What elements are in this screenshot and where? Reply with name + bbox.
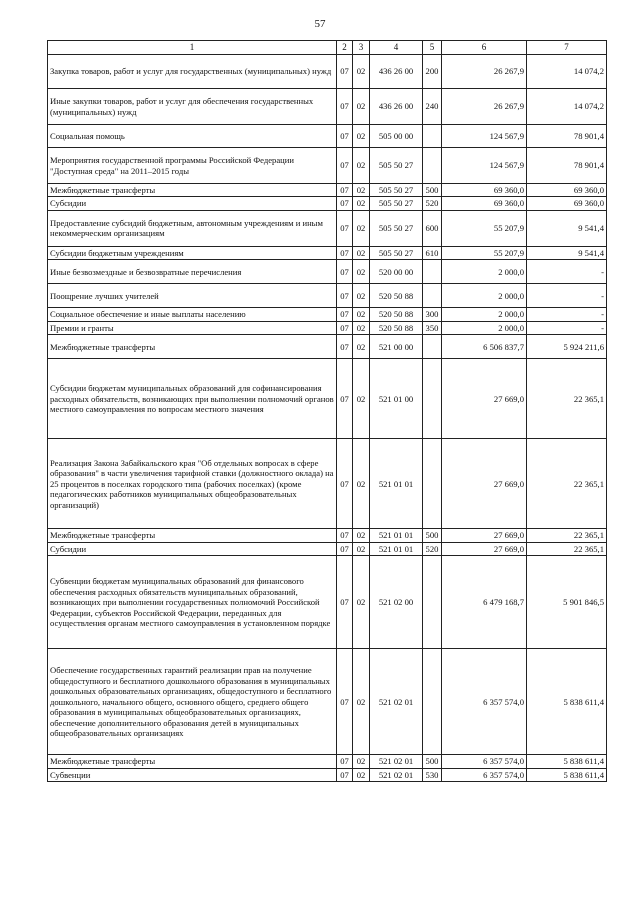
column-header: 1 — [48, 41, 337, 55]
row-amount-year1: 55 207,9 — [442, 210, 527, 246]
row-section: 07 — [337, 755, 353, 768]
row-expense-type: 200 — [423, 55, 442, 89]
row-section: 07 — [337, 335, 353, 359]
column-header: 3 — [353, 41, 370, 55]
row-target-article: 505 00 00 — [370, 125, 423, 148]
column-header: 5 — [423, 41, 442, 55]
table-row — [48, 321, 607, 334]
row-section: 07 — [337, 284, 353, 308]
row-amount-year1: 55 207,9 — [442, 246, 527, 259]
row-amount-year2: 78 901,4 — [527, 148, 607, 184]
row-amount-year1: 6 479 168,7 — [442, 556, 527, 649]
row-amount-year2: 22 365,1 — [527, 542, 607, 555]
table-row — [48, 308, 607, 321]
row-name: Закупка товаров, работ и услуг для государственных (муниципальных) нужд — [48, 55, 337, 89]
row-target-article: 521 02 01 — [370, 768, 423, 781]
row-expense-type: 530 — [423, 768, 442, 781]
row-section: 07 — [337, 184, 353, 197]
row-section: 07 — [337, 246, 353, 259]
row-amount-year1: 6 506 837,7 — [442, 335, 527, 359]
row-expense-type — [423, 335, 442, 359]
row-amount-year2: - — [527, 308, 607, 321]
table-header-row — [48, 41, 607, 55]
row-target-article: 520 50 88 — [370, 308, 423, 321]
table-row — [48, 184, 607, 197]
row-name: Предоставление субсидий бюджетным, автономным учреждениям и иным некоммерческим организациям — [48, 210, 337, 246]
row-expense-type: 240 — [423, 89, 442, 125]
row-subsection: 02 — [353, 649, 370, 755]
row-section: 07 — [337, 89, 353, 125]
table-row — [48, 197, 607, 210]
row-amount-year1: 124 567,9 — [442, 148, 527, 184]
row-name: Социальная помощь — [48, 125, 337, 148]
row-amount-year2: - — [527, 321, 607, 334]
row-section: 07 — [337, 649, 353, 755]
row-amount-year1: 27 669,0 — [442, 542, 527, 555]
row-target-article: 505 50 27 — [370, 210, 423, 246]
row-amount-year1: 69 360,0 — [442, 184, 527, 197]
row-name: Межбюджетные трансферты — [48, 529, 337, 542]
row-amount-year2: 5 924 211,6 — [527, 335, 607, 359]
row-subsection: 02 — [353, 529, 370, 542]
row-name: Субсидии бюджетным учреждениям — [48, 246, 337, 259]
row-expense-type: 600 — [423, 210, 442, 246]
row-section: 07 — [337, 308, 353, 321]
row-expense-type: 300 — [423, 308, 442, 321]
budget-table — [47, 40, 607, 782]
row-amount-year1: 2 000,0 — [442, 260, 527, 284]
row-amount-year1: 2 000,0 — [442, 284, 527, 308]
row-section: 07 — [337, 55, 353, 89]
row-amount-year2: 14 074,2 — [527, 89, 607, 125]
row-amount-year2: 5 838 611,4 — [527, 755, 607, 768]
row-section: 07 — [337, 125, 353, 148]
row-target-article: 520 50 88 — [370, 321, 423, 334]
row-expense-type — [423, 260, 442, 284]
row-amount-year2: - — [527, 260, 607, 284]
row-amount-year2: 5 838 611,4 — [527, 649, 607, 755]
row-name: Субсидии — [48, 542, 337, 555]
row-subsection: 02 — [353, 125, 370, 148]
row-name: Межбюджетные трансферты — [48, 335, 337, 359]
row-target-article: 521 01 01 — [370, 439, 423, 529]
table-row — [48, 246, 607, 259]
row-amount-year2: 22 365,1 — [527, 529, 607, 542]
row-name: Иные безвозмездные и безвозвратные перечисления — [48, 260, 337, 284]
row-target-article: 505 50 27 — [370, 148, 423, 184]
table-row — [48, 148, 607, 184]
row-section: 07 — [337, 556, 353, 649]
row-expense-type: 500 — [423, 184, 442, 197]
row-amount-year2: 14 074,2 — [527, 55, 607, 89]
row-expense-type: 500 — [423, 529, 442, 542]
row-section: 07 — [337, 359, 353, 439]
row-amount-year1: 26 267,9 — [442, 89, 527, 125]
row-expense-type: 520 — [423, 197, 442, 210]
row-expense-type — [423, 359, 442, 439]
row-subsection: 02 — [353, 308, 370, 321]
row-subsection: 02 — [353, 55, 370, 89]
row-section: 07 — [337, 321, 353, 334]
table-row — [48, 125, 607, 148]
row-amount-year1: 27 669,0 — [442, 439, 527, 529]
row-target-article: 521 00 00 — [370, 335, 423, 359]
row-amount-year1: 6 357 574,0 — [442, 649, 527, 755]
row-subsection: 02 — [353, 768, 370, 781]
row-amount-year2: 22 365,1 — [527, 439, 607, 529]
row-amount-year1: 69 360,0 — [442, 197, 527, 210]
row-expense-type — [423, 284, 442, 308]
row-section: 07 — [337, 260, 353, 284]
row-amount-year2: - — [527, 284, 607, 308]
row-section: 07 — [337, 768, 353, 781]
row-target-article: 505 50 27 — [370, 246, 423, 259]
row-subsection: 02 — [353, 148, 370, 184]
row-target-article: 521 01 00 — [370, 359, 423, 439]
row-amount-year2: 69 360,0 — [527, 197, 607, 210]
column-header: 4 — [370, 41, 423, 55]
column-header: 6 — [442, 41, 527, 55]
row-subsection: 02 — [353, 184, 370, 197]
row-subsection: 02 — [353, 321, 370, 334]
row-target-article: 436 26 00 — [370, 89, 423, 125]
table-row — [48, 542, 607, 555]
row-name: Обеспечение государственных гарантий реализации прав на получение общедоступного и бесплатного дошкольного образования в муниципальных дошкольных образовательных организациях, общедоступного и бесплатного дошкольного, начального общего, основного общего, среднего общего образования в муниципальных общеобразовательных организациях, обеспечение дополнительного образования детей в муниципальных общеобразовательных организациях — [48, 649, 337, 755]
row-subsection: 02 — [353, 246, 370, 259]
row-section: 07 — [337, 439, 353, 529]
row-section: 07 — [337, 197, 353, 210]
row-name: Субвенции бюджетам муниципальных образований для финансового обеспечения расходных обязательств муниципальных образований, возникающих при выполнении государственных полномочий Российской Федерации, субъектов Российской Федерации, переданных для осуществления органам местного самоуправления в установленном порядке — [48, 556, 337, 649]
row-amount-year2: 9 541,4 — [527, 210, 607, 246]
row-target-article: 521 01 01 — [370, 542, 423, 555]
row-amount-year2: 5 838 611,4 — [527, 768, 607, 781]
row-target-article: 436 26 00 — [370, 55, 423, 89]
row-target-article: 521 02 00 — [370, 556, 423, 649]
table-row — [48, 89, 607, 125]
table-row — [48, 768, 607, 781]
table-row — [48, 260, 607, 284]
row-name: Субсидии бюджетам муниципальных образований для софинансирования расходных обязательств, возникающих при выполнении полномочий органов местного самоуправления по вопросам местного значения — [48, 359, 337, 439]
row-target-article: 521 02 01 — [370, 649, 423, 755]
row-target-article: 521 02 01 — [370, 755, 423, 768]
table-row — [48, 649, 607, 755]
row-amount-year1: 2 000,0 — [442, 321, 527, 334]
row-expense-type — [423, 148, 442, 184]
row-subsection: 02 — [353, 439, 370, 529]
row-subsection: 02 — [353, 260, 370, 284]
row-target-article: 520 00 00 — [370, 260, 423, 284]
table-row — [48, 284, 607, 308]
row-amount-year2: 9 541,4 — [527, 246, 607, 259]
table-row — [48, 556, 607, 649]
row-subsection: 02 — [353, 210, 370, 246]
row-section: 07 — [337, 529, 353, 542]
row-name: Реализация Закона Забайкальского края "Об отдельных вопросах в сфере образования" в части увеличения тарифной ставки (должностного оклада) на 25 процентов в поселках городского типа (рабочих поселках) (кроме педагогических работников муниципальных общеобразовательных организаций) — [48, 439, 337, 529]
table-row — [48, 359, 607, 439]
row-amount-year1: 27 669,0 — [442, 529, 527, 542]
table-row — [48, 55, 607, 89]
row-amount-year2: 69 360,0 — [527, 184, 607, 197]
row-section: 07 — [337, 542, 353, 555]
row-amount-year2: 5 901 846,5 — [527, 556, 607, 649]
row-name: Субвенции — [48, 768, 337, 781]
row-amount-year1: 26 267,9 — [442, 55, 527, 89]
row-expense-type: 500 — [423, 755, 442, 768]
row-expense-type — [423, 125, 442, 148]
row-amount-year1: 6 357 574,0 — [442, 768, 527, 781]
row-amount-year1: 124 567,9 — [442, 125, 527, 148]
row-name: Премии и гранты — [48, 321, 337, 334]
table-row — [48, 755, 607, 768]
table-body — [48, 55, 607, 782]
row-name: Межбюджетные трансферты — [48, 184, 337, 197]
row-expense-type — [423, 439, 442, 529]
row-name: Иные закупки товаров, работ и услуг для обеспечения государственных (муниципальных) нужд — [48, 89, 337, 125]
row-amount-year1: 6 357 574,0 — [442, 755, 527, 768]
row-name: Мероприятия государственной программы Российской Федерации "Доступная среда" на 2011–2015 годы — [48, 148, 337, 184]
row-amount-year1: 27 669,0 — [442, 359, 527, 439]
table-row — [48, 210, 607, 246]
row-name: Социальное обеспечение и иные выплаты населению — [48, 308, 337, 321]
table-row — [48, 529, 607, 542]
row-target-article: 520 50 88 — [370, 284, 423, 308]
row-target-article: 505 50 27 — [370, 197, 423, 210]
row-expense-type: 610 — [423, 246, 442, 259]
row-expense-type — [423, 649, 442, 755]
row-subsection: 02 — [353, 755, 370, 768]
row-name: Межбюджетные трансферты — [48, 755, 337, 768]
page-number: 57 — [314, 18, 326, 30]
row-name: Субсидии — [48, 197, 337, 210]
row-subsection: 02 — [353, 197, 370, 210]
row-subsection: 02 — [353, 335, 370, 359]
row-amount-year1: 2 000,0 — [442, 308, 527, 321]
row-subsection: 02 — [353, 542, 370, 555]
row-section: 07 — [337, 148, 353, 184]
column-header: 7 — [527, 41, 607, 55]
column-header: 2 — [337, 41, 353, 55]
row-expense-type: 350 — [423, 321, 442, 334]
row-subsection: 02 — [353, 359, 370, 439]
row-target-article: 521 01 01 — [370, 529, 423, 542]
row-expense-type: 520 — [423, 542, 442, 555]
row-expense-type — [423, 556, 442, 649]
row-name: Поощрение лучших учителей — [48, 284, 337, 308]
row-target-article: 505 50 27 — [370, 184, 423, 197]
table-row — [48, 335, 607, 359]
row-amount-year2: 78 901,4 — [527, 125, 607, 148]
row-section: 07 — [337, 210, 353, 246]
row-subsection: 02 — [353, 556, 370, 649]
row-amount-year2: 22 365,1 — [527, 359, 607, 439]
row-subsection: 02 — [353, 284, 370, 308]
table-row — [48, 439, 607, 529]
row-subsection: 02 — [353, 89, 370, 125]
